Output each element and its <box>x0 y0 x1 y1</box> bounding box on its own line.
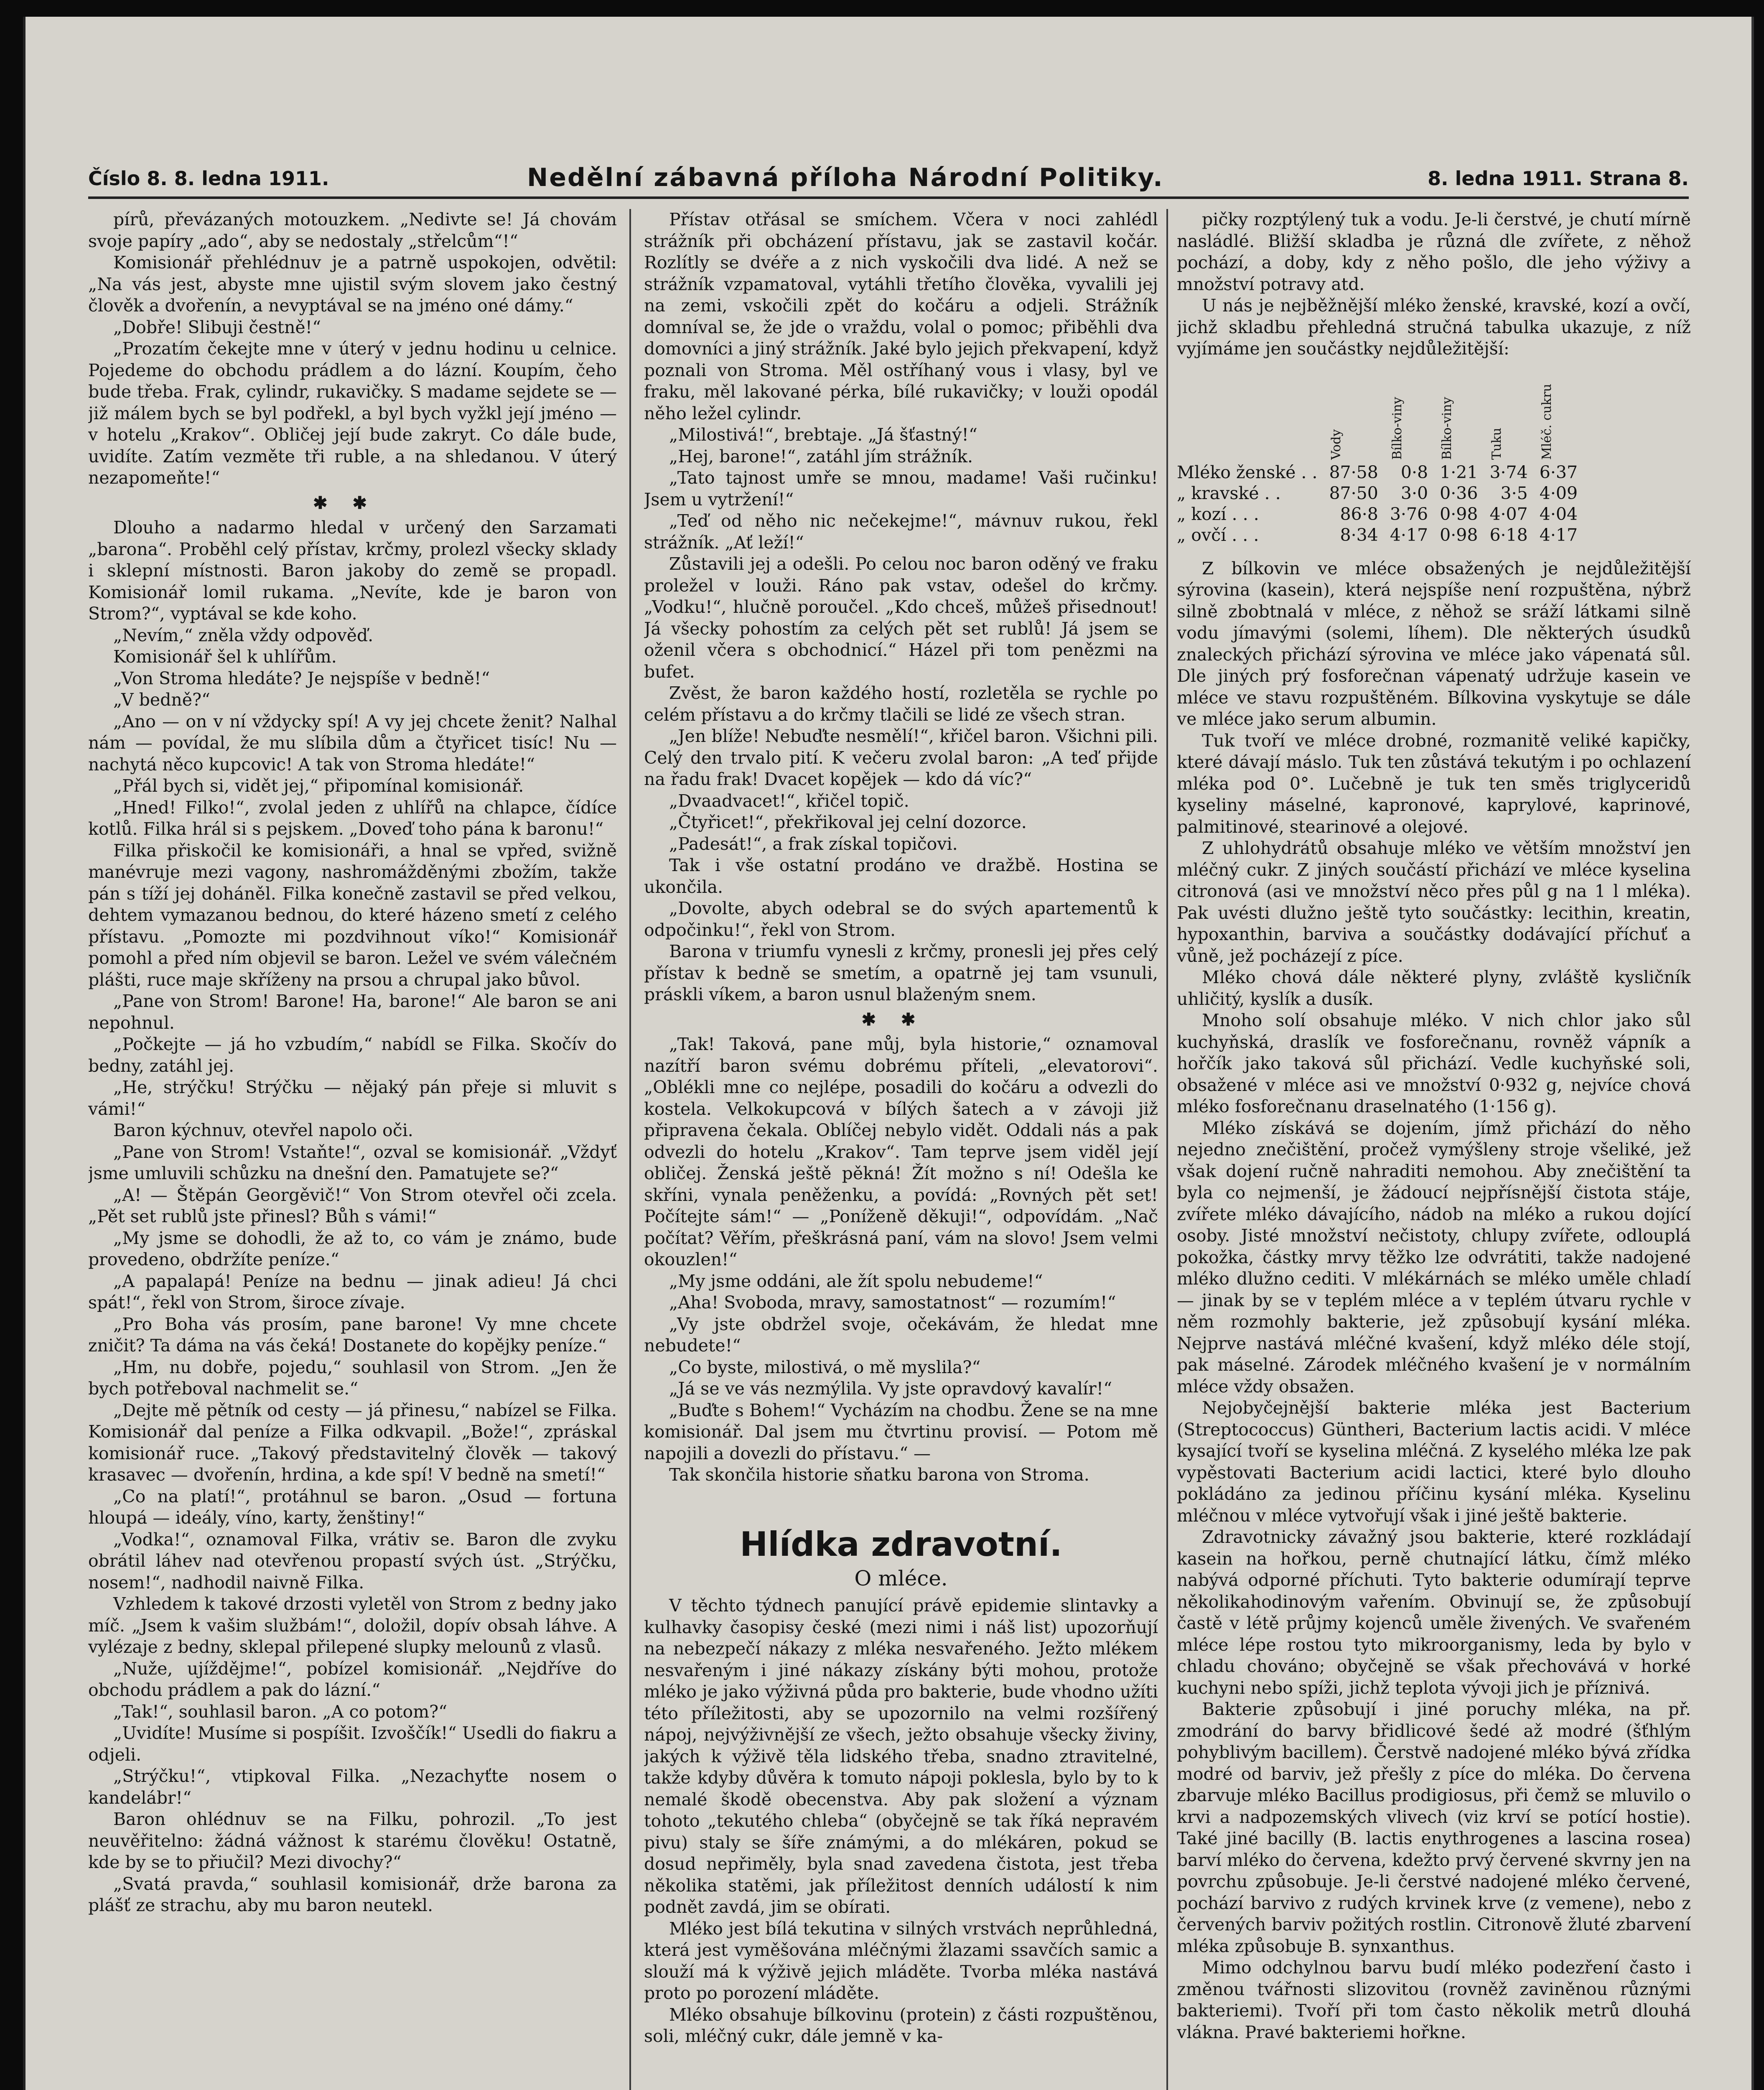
table-header: Bílko-viny <box>1390 397 1405 460</box>
paragraph: Zvěst, že baron každého hostí, rozletěla se rychle po celém přístavu a do krčmy tlačili se lidé ze všech stran. <box>644 683 1158 725</box>
paragraph: pírů, převázaných motouzkem. „Nedivte se! Já chovám svoje papíry „ado“, aby se nedostaly „střelcům“!“ <box>88 209 617 251</box>
paragraph: „Pane von Strom! Vstaňte!“, ozval se komisionář. „Vždyť jsme umluvili schůzku na dnešní den. Pamatujete se?“ <box>88 1142 617 1183</box>
paragraph: „Uvidíte! Musíme si pospíšit. Izvoščík!“ Usedli do fiakru a odjeli. <box>88 1723 617 1765</box>
table-cell: 0·8 <box>1400 462 1428 482</box>
paragraph: „Vodka!“, oznamoval Filka, vrátiv se. Baron dle zvyku obrátil láhev nad otevřenou propastí svých úst. „Strýčku, nosem!“, nadhodil naivně Filka. <box>88 1529 617 1593</box>
table-cell: 4·17 <box>1390 525 1428 545</box>
table-cell: 3·0 <box>1400 483 1428 503</box>
paragraph: „He, strýčku! Strýčku — nějaký pán přeje si mluvit s vámi!“ <box>88 1077 617 1119</box>
paragraph: Filka přiskočil ke komisionáři, a hnal se vpřed, svižně manévruje mezi vagony, nashromážděnými zbožím, takže pán s tíží jej doháněl. Filka konečně zastavil se před velkou, dehtem vymazanou bednou, do které házeno smetí z celého přístavu. „Pomozte mi pozdvihnout víko!“ Komisionář pomohl a před ním objevil se baron. Ležel ve svém válečném plášti, ruce maje skříženy na prsou a chrupal jako bůvol. <box>88 840 617 990</box>
paragraph: Z uhlohydrátů obsahuje mléko ve větším množství jen mléčný cukr. Z jiných součástí přichází ve mléce kyselina citronová (asi ve množství něco přes půl g na 1 l mléka). Pak uvésti dlužno ještě tyto součástky: lecithin, kreatin, hypoxanthin, barviva a součástky dodávající příchuť a vůně, jež pocházejí z píce. <box>1177 838 1691 966</box>
table-cell: „ kozí . . . <box>1177 504 1259 524</box>
paragraph: „Jen blíže! Nebuďte nesmělí!“, křičel baron. Všichni pili. Celý den trvalo pití. K večeru zvolal baron: „A teď přijde na řadu frak! Dvacet kopějek — kdo dá víc?“ <box>644 726 1158 789</box>
section-title: Hlídka zdravotní. <box>740 1524 1062 1564</box>
paragraph: „Dejte mě pětník od cesty — já přinesu,“ nabízel se Filka. Komisionář dal peníze a Filka odkvapil. „Bože!“, zpráskal komisionář ruce. „Takový představitelný člověk — takový krasavec — dvořenín, hrdina, a kde spí! V bedně na smetí!“ <box>88 1400 617 1485</box>
paragraph: Komisionář šel k uhlířům. <box>113 647 337 667</box>
paragraph: „Nevím,“ zněla vždy odpověď. <box>113 625 374 645</box>
paragraph: „Ano — on v ní vždycky spí! A vy jej chcete ženit? Nalhal nám — povídal, že mu slíbila dům a čtyřicet tisíc! Nu — nachytá něco kupcovic! A tak von Stroma hledáte!“ <box>88 711 617 775</box>
column-1 <box>88 209 617 2090</box>
table-row <box>1177 504 1583 525</box>
table-cell: 4·07 <box>1489 504 1528 524</box>
header-issue: Číslo 8. 8. ledna 1911. <box>88 167 329 190</box>
paragraph: „Co na platí!“, protáhnul se baron. „Osud — fortuna hloupá — ideály, víno, karty, ženštiny!“ <box>88 1486 617 1528</box>
table-cell: 6·18 <box>1489 525 1528 545</box>
paragraph: „Buďte s Bohem!“ Vycházím na chodbu. Žene se na mne komisionář. Dal jsem mu čtvrtinu provisí. — Potom mě napojili a dovezli do přístavu.“ — <box>644 1400 1158 1463</box>
table-cell: 87·50 <box>1329 483 1378 503</box>
table-cell: 3·5 <box>1500 483 1528 503</box>
table-header: Tuku <box>1489 427 1504 460</box>
paragraph: Přístav otřásal se smíchem. Včera v noci zahlédl strážník při obcházení přístavu, jak se zastavil kočár. Rozlítly se dvéře a z nich vyskočili dva lidé. A než se strážník vzpamatoval, vytáhli třetího člověka, vyvalili jej na zemi, vskočili zpět do kočáru a odjeli. Strážník domníval se, že jde o vraždu, volal o pomoc; přiběhli dva domovníci a jiný strážník. Jaké bylo jejich překvapení, když poznali von Stroma. Měl ostříhaný vous i vlasy, byl ve fraku, měl lakované pérka, bílé rukavičky; v louži opodál něho ležel cylindr. <box>644 209 1158 423</box>
paragraph: „Hned! Filko!“, zvolal jeden z uhlířů na chlapce, čídíce kotlů. Filka hrál si s pejskem. „Doveď toho pána k baronu!“ <box>88 797 617 839</box>
column-rule <box>1166 209 1168 2090</box>
section-subtitle: O mléce. <box>854 1566 948 1590</box>
table-cell: 0·98 <box>1440 504 1478 524</box>
table-header: Mléč. cukru <box>1539 383 1554 460</box>
table-row <box>1177 525 1583 545</box>
paragraph: „Já se ve vás nezmýlila. Vy jste opravdový kavalír!“ <box>669 1379 1112 1399</box>
paragraph: „Prozatím čekejte mne v úterý v jednu hodinu u celnice. Pojedeme do obchodu prádlem a do lázní. Koupím, čeho bude třeba. Frak, cylindr, rukavičky. S madame sejdete se — již málem bych se byl podřekl, a byl bych vyžkl její jméno — v hotelu „Krakov“. Obličej její bude zakryt. Co dále bude, uvidíte. Zatím vezměte tři ruble, a na shledanou. V úterý nezapomeňte!“ <box>88 339 617 488</box>
paragraph: „Hej, barone!“, zatáhl jím strážník. <box>669 446 973 466</box>
table-cell: 3·74 <box>1489 462 1528 482</box>
paragraph: Mimo odchylnou barvu budí mléko podezření často i změnou tvářnosti slizovitou (rovněž zaviněnou různými bakteriemi). Tvoří při tom často několik metrů dlouhá vlákna. Pravé bakteriemi hořkne. <box>1177 1957 1691 2042</box>
paragraph: Vzhledem k takové drzosti vyletěl von Strom z bedny jako míč. „Jsem k vašim službám!“, doložil, dopív obsah láhve. A vylézaje z bedny, sklepal přilepené slupky melounů z vlasů. <box>88 1594 617 1657</box>
paragraph: Tuk tvoří ve mléce drobné, rozmanitě veliké kapičky, které dávají máslo. Tuk ten zůstává tekutým i po ochlazení mléka pod 0°. Lučebně je tuk ten směs triglyceridů kyseliny máselné, kapronové, kaprylové, kaprinové, palmitinové, stearinové a olejové. <box>1177 730 1691 837</box>
paragraph: Mléko chová dále některé plyny, zvláště kysličník uhličitý, kyslík a dusík. <box>1177 967 1691 1009</box>
paragraph: Zůstavili jej a odešli. Po celou noc baron oděný ve fraku proležel v louži. Ráno pak vstav, odešel do krčmy. „Vodku!“, hlučně poroučel. „Kdo chceš, můžeš přisednout! Já všecky pohostím za celých pět set rublů! Já jsem se oženil včera s obchodnicí.“ Házel při tom penězmi na bufet. <box>644 554 1158 682</box>
section-divider: ✱✱ <box>313 492 392 513</box>
column-3 <box>1177 209 1691 2090</box>
paragraph: Mnoho solí obsahuje mléko. V nich chlor jako sůl kuchyňská, draslík ve fosforečnanu, rovněž vápník a hořčík jako taková sůl přichází. Vedle kuchyňské soli, obsažené v mléce asi ve množství 0·932 g, nejvíce chová mléko fosforečnanu draselnatého (1·156 g). <box>1177 1010 1691 1116</box>
paragraph: „Teď od něho nic nečekejme!“, mávnuv rukou, řekl strážník. „Ať leží!“ <box>644 511 1158 553</box>
header-masthead: Nedělní zábavná příloha Národní Politiky. <box>527 163 1164 192</box>
paragraph: „Dvaadvacet!“, křičel topič. <box>669 790 909 811</box>
paragraph: „My jsme oddáni, ale žít spolu nebudeme!“ <box>669 1271 1043 1291</box>
paragraph: „A! — Štěpán Georgěvič!“ Von Strom otevřel oči zcela. „Pět set rublů jste přinesl? Bůh s vámi!“ <box>88 1185 617 1226</box>
paragraph: „Vy jste obdržel svoje, očekávám, že hledat mne nebudete!“ <box>644 1314 1158 1356</box>
table-header: Bílko-viny <box>1440 397 1455 460</box>
table-cell: 87·58 <box>1329 462 1378 482</box>
table-row <box>1177 483 1583 504</box>
paragraph: „Tak!“, souhlasil baron. „A co potom?“ <box>113 1701 448 1722</box>
paragraph: „Aha! Svoboda, mravy, samostatnost“ — rozumím!“ <box>669 1292 1116 1313</box>
column-rule <box>629 209 631 2090</box>
table-row <box>1177 462 1583 483</box>
paragraph: „Milostivá!“, brebtaje. „Já šťastný!“ <box>669 425 977 445</box>
paragraph: „Svatá pravda,“ souhlasil komisionář, drže barona za plášť ze strachu, aby mu baron neutekl. <box>88 1873 617 1915</box>
table-cell: 4·17 <box>1539 525 1578 545</box>
paragraph: „Nuže, ujíždějme!“, pobízel komisionář. „Nejdříve do obchodu prádlem a pak do lázní.“ <box>88 1658 617 1700</box>
page-header <box>88 163 1689 199</box>
paragraph: Mléko jest bílá tekutina v silných vrstvách neprůhledná, která jest vyměšována mléčnými žlazami ssavčích samic a slouží má k výživě jejich mláděte. Tvorba mléka nastává proto po porození mláděte. <box>644 1918 1158 2003</box>
paragraph: „Von Stroma hledáte? Je nejspíše v bedně!“ <box>113 668 490 688</box>
table-cell: 0·36 <box>1440 483 1478 503</box>
table-cell: 6·37 <box>1539 462 1578 482</box>
paragraph: „Počkejte — já ho vzbudím,“ nabídl se Filka. Skočív do bedny, zatáhl jej. <box>88 1034 617 1076</box>
paragraph: „A papalapá! Peníze na bednu — jinak adieu! Já chci spát!“, řekl von Strom, široce zívaje. <box>88 1271 617 1313</box>
table-cell: 8·34 <box>1340 525 1378 545</box>
paragraph: U nás je nejběžnější mléko ženské, kravské, kozí a ovčí, jichž skladbu přehledná stručná tabulka ukazuje, z níž vyjímáme jen součástky nejdůležitější: <box>1177 296 1691 359</box>
table-cell: 0·98 <box>1440 525 1478 545</box>
paragraph: pičky rozptýlený tuk a vodu. Je-li čerstvé, je chutí mírně nasládlé. Bližší skladba je různá dle zvířete, z něhož pochází, a doby, kdy z něho pošlo, dle jeho výživy a množství potravy atd. <box>1177 209 1691 294</box>
paragraph: Komisionář přehlédnuv je a patrně uspokojen, odvětil: „Na vás jest, abyste mne ujistil svým slovem jako čestný člověk a dvořenín, a nevyptával se na jméno oné dámy.“ <box>88 252 617 316</box>
paragraph: Baron kýchnuv, otevřel napolo oči. <box>113 1120 413 1140</box>
paragraph: Tak i vše ostatní prodáno ve dražbě. Hostina se ukončila. <box>644 855 1158 897</box>
table-cell: 4·04 <box>1539 504 1578 524</box>
section-divider: ✱✱ <box>861 1009 941 1030</box>
table-cell: Mléko ženské . . <box>1177 462 1318 482</box>
table-cell: 1·21 <box>1440 462 1478 482</box>
table-cell: 86·8 <box>1340 504 1378 524</box>
paragraph: „My jsme se dohodli, že až to, co vám je známo, bude provedeno, obdržíte peníze.“ <box>88 1228 617 1269</box>
table-header-row <box>1177 366 1583 462</box>
table-header: Vody <box>1329 429 1344 460</box>
paragraph: „Co byste, milostivá, o mě myslila?“ <box>669 1357 981 1377</box>
paragraph: Bakterie způsobují i jiné poruchy mléka, na př. zmodrání do barvy břidlicové šedé až modré (šťhlým pohyblivým bacillem). Čerstvě nadojené mléko bývá zřídka modré od barviv, jež přešly z píce do mléka. Do červena zbarvuje mléko Bacillus prodigiosus, při čemž se mluvilo o krvi a nadpozemských vlivech (viz krví se potící hostie). Také jiné bacilly (B. lactis enythrogenes a lascina rosea) barví mléko do červena, kdežto prvý červené skvrny jen na povrchu způsobuje. Je-li čerstvé nadojené mléko červené, pochází barvivo z rudých krvinek krve (z vemene), nebo z červených barviv požitých rostlin. Citronově žluté zbarvení mléka způsobuje B. synxanthus. <box>1177 1699 1691 1956</box>
paragraph: „V bedně?“ <box>113 690 211 710</box>
paragraph: V těchto týdnech panující právě epidemie slintavky a kulhavky časopisy české (mezi nimi i náš list) upozorňují na nebezpečí nákazy z mléka nesvařeného. Ježto mlékem nesvařeným i jiné nákazy získány býti mohou, protože mléko je jako výživná půda pro bakterie, bude vhodno užíti této příležitosti, aby se upozornilo na velmi rozšířený nápoj, nejvýživnější ze všech, ježto obsahuje všecky živiny, jakých k výživě těla lidského třeba, snadno ztravitelné, takže kdyby důvěra k tomuto nápoji poklesla, bylo by to k nemalé škodě obecenstva. Aby pak složení a význam tohoto „tekutého chleba“ (obyčejně se tak říká nepravém pivu) staly se šíře známými, a do mlékáren, pokud se dosud nepřiměly, byla snad zavedena čistota, jest třeba několika statěmi, jak příležitost denních událostí k nim podnět zavdá, jim se obírati. <box>644 1596 1158 1917</box>
paragraph: Tak skončila historie sňatku barona von Stroma. <box>669 1465 1089 1485</box>
paragraph: Mléko obsahuje bílkovinu (protein) z části rozpuštěnou, soli, mléčný cukr, dále jemně v ka- <box>644 2004 1158 2046</box>
paragraph: „Pro Boha vás prosím, pane barone! Vy mne chcete zničit? Ta dáma na vás čeká! Dostanete do kopějky peníze.“ <box>88 1314 617 1356</box>
table-cell: 3·76 <box>1390 504 1428 524</box>
table-cell: „ ovčí . . . <box>1177 525 1259 545</box>
paragraph: Dlouho a nadarmo hledal v určený den Sarzamati „barona“. Proběhl celý přístav, krčmy, prolezl všecky sklady i sklepní místnosti. Baron jakoby do země se propadl. Komisionář lomil rukama. „Nevíte, kde je baron von Strom?“, vyptával se kde koho. <box>88 517 617 624</box>
paragraph: „Dobře! Slibuji čestně!“ <box>113 317 321 337</box>
column-2 <box>644 209 1158 2090</box>
table-cell: „ kravské . . <box>1177 483 1281 503</box>
paragraph: Z bílkovin ve mléce obsažených je nejdůležitější sýrovina (kasein), která nejspíše není rozpuštěna, nýbrž silně zbobtnalá v mléce, z něhož se sráží látkami silně vodu jímavými (solemi, líhem). Dle některých úsudků znaleckých přichází sýrovina ve mléce jako vápenatá sůl. Dle jiných prý fosforečnan vápenatý udržuje kasein ve mléce ve stavu rozpuštěném. Bílkovina vyskytuje se dále ve mléce jako serum albumin. <box>1177 558 1691 729</box>
paragraph: Zdravotnicky závažný jsou bakterie, které rozkládají kasein na hořkou, perně chutnající látku, čímž mléko nabývá odporné příchuti. Tyto bakterie odumírají teprve několikahodinovým vařením. Obvinují se, že způsobují častě v létě průjmy kojenců uměle živených. Ve svařeném mléce lépe rostou tyto mikroorganismy, leda by bylo v chladu chováno; obyčejně se však přechovává v horké kuchyni nebo spíži, jichž teplota vývoji jich je příznivá. <box>1177 1527 1691 1698</box>
table-cell: 4·09 <box>1539 483 1578 503</box>
paragraph: Baron ohlédnuv se na Filku, pohrozil. „To jest neuvěřitelno: žádná vážnost k starému člověku! Ostatně, kde by se to přiučil? Mezi divochy?“ <box>88 1809 617 1872</box>
paragraph: Nejobyčejnější bakterie mléka jest Bacterium (Streptococcus) Güntheri, Bacterium lactis acidi. V mléce kysající tvoří se kyselina mléčná. Z kyselého mléka lze pak vypěstovati Bacterium acidi lactici, které bylo dlouho pokládáno za jedinou příčinu kysání mléka. Kyselinu mléčnou v mléce vytvořují však i jiné ještě bakterie. <box>1177 1398 1691 1526</box>
paragraph: „Pane von Strom! Barone! Ha, barone!“ Ale baron se ani nepohnul. <box>88 991 617 1033</box>
header-date-page: 8. ledna 1911. Strana 8. <box>1428 167 1689 190</box>
paragraph: „Tato tajnost umře se mnou, madame! Vaši ručinku! Jsem u vytržení!“ <box>644 468 1158 510</box>
milk-composition-table <box>1177 366 1583 545</box>
paragraph: „Dovolte, abych odebral se do svých apartementů k odpočinku!“, řekl von Strom. <box>644 898 1158 940</box>
paragraph: Mléko získává se dojením, jímž přichází do něho nejedno znečištění, pročež vymýšleny stroje všeliké, jež však dojení ručně nahraditi nemohou. Aby znečištění ta byla co nejmenší, je žádoucí nejpřísnější čistota stáje, zvířete mléko dávajícího, nádob na mléko a rukou dojící osoby. Jisté množství nečistoty, chlupy zvířete, odlouplá pokožka, částky mrvy těžko lze odvrátiti, takže nadojené mléko dlužno cediti. V mlékárnách se mléko uměle chladí — jinak by se v teplém mléce a v teplém útvaru rychle v něm rozmohly bakterie, jež způsobují kysání mléka. Nejprve nastává mléčné kvašení, když mléko déle stojí, pak máselné. Zárodek mléčného kvašení je v normálním mléce vždy obsažen. <box>1177 1118 1691 1397</box>
paragraph: Barona v triumfu vynesli z krčmy, pronesli jej přes celý přístav k bedně se smetím, a opatrně jej tam vsunuli, práskli víkem, a baron usnul blaženým snem. <box>644 941 1158 1004</box>
paragraph: „Strýčku!“, vtipkoval Filka. „Nezachyťte nosem o kandelábr!“ <box>88 1766 617 1808</box>
paragraph: „Padesát!“, a frak získal topičovi. <box>669 833 958 854</box>
paragraph: „Čtyřicet!“, překřikoval jej celní dozorce. <box>669 812 1027 832</box>
paragraph: „Hm, nu dobře, pojedu,“ souhlasil von Strom. „Jen že bych potřeboval nachmelit se.“ <box>88 1357 617 1399</box>
paragraph: „Přál bych si, vidět jej,“ připomínal komisionář. <box>113 776 524 796</box>
paragraph: „Tak! Taková, pane můj, byla historie,“ oznamoval nazítří baron svému dobrému příteli, „elevatorovi“. „Oblékli mne co nejlépe, posadili do kočáru a odvezli do kostela. Velkokupcová v bílých šatech a v závoji již připravena čekala. Oblíčej nebylo vidět. Oddali nás a pak odvezli do hotelu „Krakov“. Tam teprve jsem viděl její obličej. Ženská ještě pěkná! Žít možno s ní! Odešla ke skříni, vynala peněženku, a povídá: „Rovných pět set! Počítejte sám!“ — „Poníženě děkuji!“, odpovídám. „Nač počítat? Věřím, přeškrásná paní, vám na slovo! Jsem velmi okouzlen!“ <box>644 1034 1158 1269</box>
newspaper-page <box>23 17 1754 2090</box>
